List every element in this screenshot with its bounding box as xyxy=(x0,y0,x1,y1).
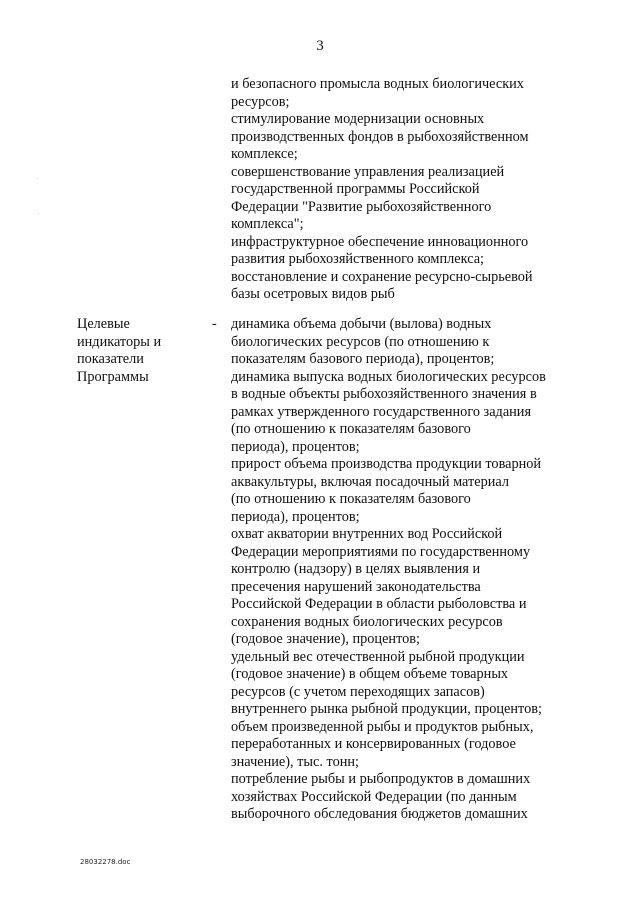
text-line: контролю (надзору) в целях выявления и xyxy=(231,561,481,577)
text-line: производственных фондов в рыбохозяйственном xyxy=(231,128,529,145)
text-line: базы осетровых видов рыб xyxy=(231,286,395,302)
text-line: объем произведенной рыбы и продуктов рыбных, xyxy=(231,718,534,735)
text-line: внутреннего рынка рыбной продукции, процентов; xyxy=(231,701,542,717)
text-line: комплекса"; xyxy=(231,216,304,232)
text-line: государственной программы Российской xyxy=(231,181,480,197)
text-line: рамках утвержденного государственного задания xyxy=(231,403,532,420)
text-line: аквакультуры, включая посадочный материал xyxy=(231,473,510,490)
text-line: показателям базового периода), процентов; xyxy=(231,351,495,367)
text-line: выборочного обследования бюджетов домашних xyxy=(231,806,528,822)
text-line: потребление рыбы и рыбопродуктов в домашних xyxy=(231,771,531,787)
indicators-text xyxy=(231,316,576,824)
text-line: Российской Федерации в области рыболовства и xyxy=(231,596,527,612)
text-line: пресечения нарушений законодательства xyxy=(231,578,481,595)
label-line: показатели xyxy=(77,351,144,367)
text-line: периода), процентов; xyxy=(231,508,360,525)
text-line: (по отношению к показателям базового xyxy=(231,421,471,437)
text-line: переработанных и консервированных (годовое xyxy=(231,736,516,752)
text-line: прирост объема производства продукции товарной xyxy=(231,456,542,472)
text-line: биологических ресурсов (по отношению к xyxy=(231,333,490,350)
label-line: Целевые xyxy=(77,316,130,332)
text-line: восстановление и сохранение ресурсно-сырьевой xyxy=(231,268,533,285)
text-line: (годовое значение) в общем объеме товарных xyxy=(231,666,509,682)
text-line: (годовое значение), процентов; xyxy=(231,631,421,647)
text-line: удельный вес отечественной рыбной продукции xyxy=(231,648,525,665)
text-line: динамика выпуска водных биологических ресурсов xyxy=(231,368,546,385)
text-line: сохранения водных биологических ресурсов xyxy=(231,613,503,630)
label-dash: - xyxy=(212,316,217,332)
text-line: ресурсов; xyxy=(231,93,290,110)
text-line: (по отношению к показателям базового xyxy=(231,491,471,507)
scan-speck xyxy=(38,213,39,214)
scan-speck xyxy=(37,178,38,179)
text-line: ресурсов (с учетом переходящих запасов) xyxy=(231,683,485,700)
text-line: хозяйствах Российской Федерации (по данным xyxy=(231,788,517,805)
text-line: развития рыбохозяйственного комплекса; xyxy=(231,251,485,267)
text-line: комплексе; xyxy=(231,146,298,162)
indicators-label xyxy=(77,316,197,386)
text-line: в водные объекты рыбохозяйственного значения в xyxy=(231,386,537,402)
text-line: Федерации мероприятиями по государственному xyxy=(231,543,531,560)
text-line: инфраструктурное обеспечение инновационного xyxy=(231,233,529,250)
text-line: стимулирование модернизации основных xyxy=(231,111,485,127)
label-line: Программы xyxy=(77,368,149,385)
text-line: динамика объема добычи (вылова) водных xyxy=(231,316,492,332)
text-line: значение), тыс. тонн; xyxy=(231,753,359,770)
text-line: совершенствование управления реализацией xyxy=(231,163,505,180)
text-line: Федерации "Развитие рыбохозяйственного xyxy=(231,198,492,215)
continued-objectives-text xyxy=(231,76,576,304)
label-line: индикаторы и xyxy=(77,333,162,350)
text-line: периода), процентов; xyxy=(231,438,360,455)
text-line: охват акватории внутренних вод Российской xyxy=(231,526,503,542)
text-line: и безопасного промысла водных биологических xyxy=(231,76,524,92)
page-number: 3 xyxy=(316,38,324,54)
file-name-footer: 28032278.doc xyxy=(80,858,131,866)
